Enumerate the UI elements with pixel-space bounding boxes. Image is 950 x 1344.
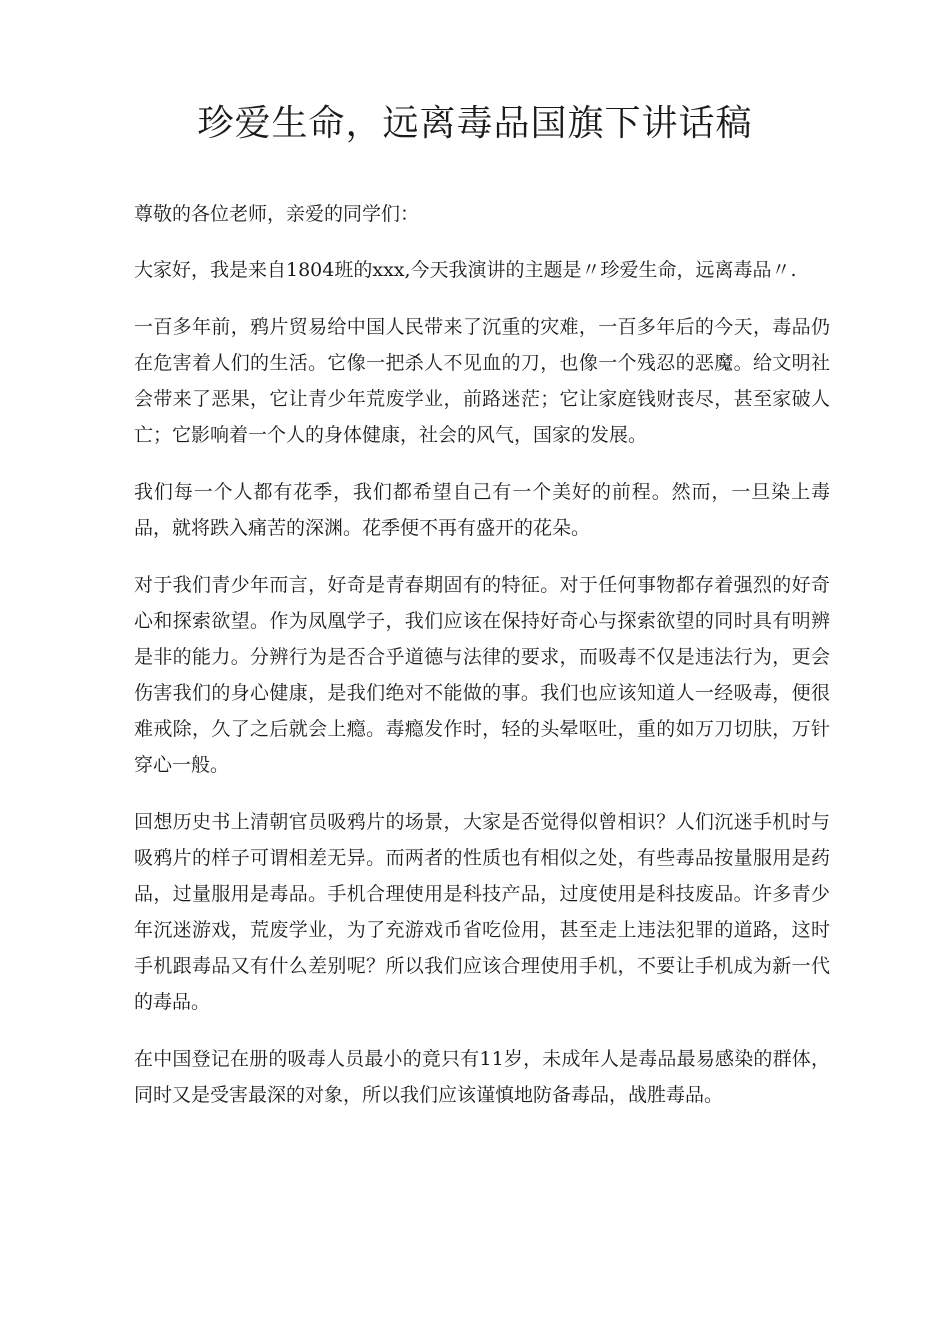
phone-comparison-paragraph: 回想历史书上清朝官员吸鸦片的场景，大家是否觉得似曾相识？人们沉迷手机时与吸鸦片的样子可谓相差无异。而两者的性质也有相似之处，有些毒品按量服用是药品，过量服用是毒品。手机合理使用是科技产品，过度使用是科技废品。许多青少年沉迷游戏，荒废学业，为了充游戏币省吃俭用，甚至走上违法犯罪的道路，这时手机跟毒品又有什么差别呢？所以我们应该合理使用手机，不要让手机成为新一代的毒品。 [134, 811, 830, 1013]
history-paragraph: 一百多年前，鸦片贸易给中国人民带来了沉重的灾难，一百多年后的今天，毒品仍在危害着人们的生活。它像一把杀人不见血的刀，也像一个残忍的恶魔。给文明社会带来了恶果，它让青少年荒废学业，前路迷茫；它让家庭钱财丧尽，甚至家破人亡；它影响着一个人的身体健康，社会的风气，国家的发展。 [134, 316, 830, 446]
curiosity-paragraph: 对于我们青少年而言，好奇是青春期固有的特征。对于任何事物都存着强烈的好奇心和探索欲望。作为凤凰学子，我们应该在保持好奇心与探索欲望的同时具有明辨是非的能力。分辨行为是否合乎道德与法律的要求，而吸毒不仅是违法行为，更会伤害我们的身心健康，是我们绝对不能做的事。我们也应该知道人一经吸毒，便很难戒除，久了之后就会上瘾。毒瘾发作时，轻的头晕呕吐，重的如万刀切肤，万针穿心一般。 [134, 574, 830, 776]
statistics-paragraph: 在中国登记在册的吸毒人员最小的竟只有11岁，未成年人是毒品最易感染的群体，同时又是受害最深的对象，所以我们应该谨慎地防备毒品，战胜毒品。 [134, 1048, 830, 1106]
greeting-paragraph: 大家好，我是来自1804班的xxx,今天我演讲的主题是〃珍爱生命，远离毒品〃. [134, 259, 797, 281]
salutation-paragraph: 尊敬的各位老师，亲爱的同学们： [134, 203, 420, 225]
document-body [134, 196, 830, 1134]
youth-paragraph: 我们每一个人都有花季，我们都希望自己有一个美好的前程。然而，一旦染上毒品，就将跌入痛苦的深渊。花季便不再有盛开的花朵。 [134, 481, 830, 539]
document-title: 珍爱生命，远离毒品国旗下讲话稿 [197, 103, 753, 144]
